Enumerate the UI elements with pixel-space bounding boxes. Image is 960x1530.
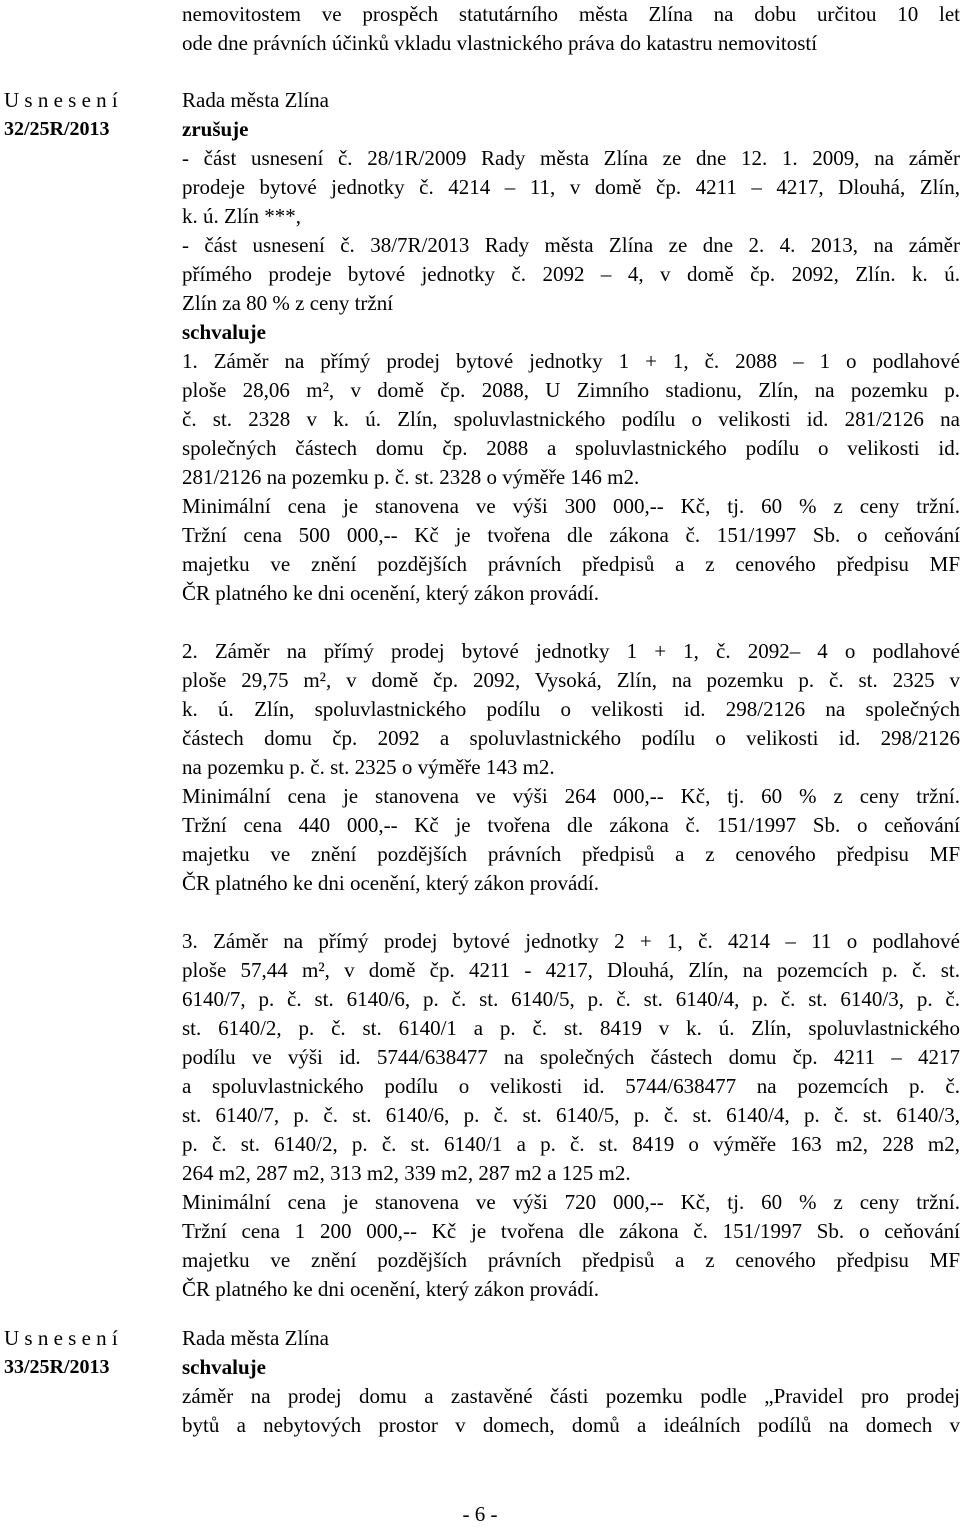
item-2-line: k. ú. Zlín, spoluvlastnického podílu o velikosti id. 298/2126 na společných xyxy=(182,697,960,721)
item-1-line: č. st. 2328 v k. ú. Zlín, spoluvlastnického podílu o velikosti id. 281/2126 na xyxy=(182,407,960,431)
resolution-33-body xyxy=(182,1324,960,1440)
item-1-line: ČR platného ke dni ocenění, který zákon provádí. xyxy=(182,581,599,605)
resolution-33-header xyxy=(4,1324,164,1382)
resolution-label: U s n e s e n í xyxy=(4,88,118,112)
text-line: k. ú. Zlín ***, xyxy=(182,204,301,228)
text-line: Zlín za 80 % z ceny tržní xyxy=(182,291,394,315)
item-3-line: podílu ve výši id. 5744/638477 na společných částech domu čp. 4211 – 4217 xyxy=(182,1045,960,1069)
item-2-line: Minimální cena je stanovena ve výši 264 000,-- Kč, tj. 60 % z ceny tržní. xyxy=(182,784,960,808)
text-line: nemovitostem ve prospěch statutárního města Zlína na dobu určitou 10 let xyxy=(182,2,960,26)
item-1-line: Minimální cena je stanovena ve výši 300 000,-- Kč, tj. 60 % z ceny tržní. xyxy=(182,494,960,518)
action-approves: schvaluje xyxy=(182,1355,266,1379)
item-2-line: ploše 29,75 m², v domě čp. 2092, Vysoká, Zlín, na pozemku p. č. st. 2325 v xyxy=(182,668,960,692)
item-3-line: Tržní cena 1 200 000,-- Kč je tvořena dle zákona č. 151/1997 Sb. o ceňování xyxy=(182,1219,960,1243)
item-2-line: na pozemku p. č. st. 2325 o výměře 143 m2. xyxy=(182,755,555,779)
item-1-line: ploše 28,06 m², v domě čp. 2088, U Zimního stadionu, Zlín, na pozemku p. xyxy=(182,378,960,402)
resolution-number: 32/25R/2013 xyxy=(4,118,110,140)
item-1-line: majetku ve znění pozdějších právních předpisů a z cenového předpisu MF xyxy=(182,552,960,576)
item-3-line: 3. Záměr na přímý prodej bytové jednotky 2 + 1, č. 4214 – 11 o podlahové xyxy=(182,929,960,953)
paragraph-gap xyxy=(182,898,960,927)
text-line: záměr na prodej domu a zastavěné části pozemku podle „Pravidel pro prodej xyxy=(182,1384,960,1408)
paragraph-gap xyxy=(182,608,960,637)
action-approves: schvaluje xyxy=(182,320,266,344)
item-2-line: ČR platného ke dni ocenění, který zákon provádí. xyxy=(182,871,599,895)
intro-text xyxy=(182,0,960,58)
resolution-32-header xyxy=(4,86,164,144)
council-name: Rada města Zlína xyxy=(182,1326,329,1350)
resolution-number: 33/25R/2013 xyxy=(4,1356,110,1378)
text-line: - část usnesení č. 38/7R/2013 Rady města Zlína ze dne 2. 4. 2013, na záměr xyxy=(182,233,960,257)
item-2-line: 2. Záměr na přímý prodej bytové jednotky 1 + 1, č. 2092– 4 o podlahové xyxy=(182,639,960,663)
text-line: přímého prodeje bytové jednotky č. 2092 – 4, v domě čp. 2092, Zlín. k. ú. xyxy=(182,262,960,286)
resolution-32-body xyxy=(182,86,960,1304)
page-number: - 6 - xyxy=(462,1502,498,1526)
item-3-line: majetku ve znění pozdějších právních předpisů a z cenového předpisu MF xyxy=(182,1248,960,1272)
item-3-line: st. 6140/2, p. č. st. 6140/1 a p. č. st. 8419 v k. ú. Zlín, spoluvlastnického xyxy=(182,1016,960,1040)
item-3-line: 6140/7, p. č. st. 6140/6, p. č. st. 6140/5, p. č. st. 6140/4, p. č. st. 6140/3, p. č. xyxy=(182,987,960,1011)
item-3-line: Minimální cena je stanovena ve výši 720 000,-- Kč, tj. 60 % z ceny tržní. xyxy=(182,1190,960,1214)
item-2-line: Tržní cena 440 000,-- Kč je tvořena dle zákona č. 151/1997 Sb. o ceňování xyxy=(182,813,960,837)
action-cancels: zrušuje xyxy=(182,117,249,141)
text-line: prodeje bytové jednotky č. 4214 – 11, v domě čp. 4211 – 4217, Dlouhá, Zlín, xyxy=(182,175,960,199)
text-line: bytů a nebytových prostor v domech, domů a ideálních podílů na domech v xyxy=(182,1413,960,1437)
item-1-line: společných částech domu čp. 2088 a spoluvlastnického podílu o velikosti id. xyxy=(182,436,960,460)
item-3-line: st. 6140/7, p. č. st. 6140/6, p. č. st. 6140/5, p. č. st. 6140/4, p. č. st. 6140/3, xyxy=(182,1103,960,1127)
item-2-line: majetku ve znění pozdějších právních předpisů a z cenového předpisu MF xyxy=(182,842,960,866)
council-name: Rada města Zlína xyxy=(182,88,329,112)
item-1-line: Tržní cena 500 000,-- Kč je tvořena dle zákona č. 151/1997 Sb. o ceňování xyxy=(182,523,960,547)
item-1-line: 1. Záměr na přímý prodej bytové jednotky 1 + 1, č. 2088 – 1 o podlahové xyxy=(182,349,960,373)
text-line: ode dne právních účinků vkladu vlastnického práva do katastru nemovitostí xyxy=(182,31,818,55)
item-1-line: 281/2126 na pozemku p. č. st. 2328 o výměře 146 m2. xyxy=(182,465,640,489)
text-line: - část usnesení č. 28/1R/2009 Rady města Zlína ze dne 12. 1. 2009, na záměr xyxy=(182,146,960,170)
item-3-line: p. č. st. 6140/2, p. č. st. 6140/1 a p. č. st. 8419 o výměře 163 m2, 228 m2, xyxy=(182,1132,960,1156)
resolution-label: U s n e s e n í xyxy=(4,1326,118,1350)
item-3-line: ČR platného ke dni ocenění, který zákon provádí. xyxy=(182,1277,599,1301)
item-3-line: ploše 57,44 m², v domě čp. 4211 - 4217, Dlouhá, Zlín, na pozemcích p. č. st. xyxy=(182,958,960,982)
item-3-line: a spoluvlastnického podílu o velikosti id. 5744/638477 na pozemcích p. č. xyxy=(182,1074,960,1098)
item-3-line: 264 m2, 287 m2, 313 m2, 339 m2, 287 m2 a 125 m2. xyxy=(182,1161,631,1185)
item-2-line: částech domu čp. 2092 a spoluvlastnického podílu o velikosti id. 298/2126 xyxy=(182,726,960,750)
